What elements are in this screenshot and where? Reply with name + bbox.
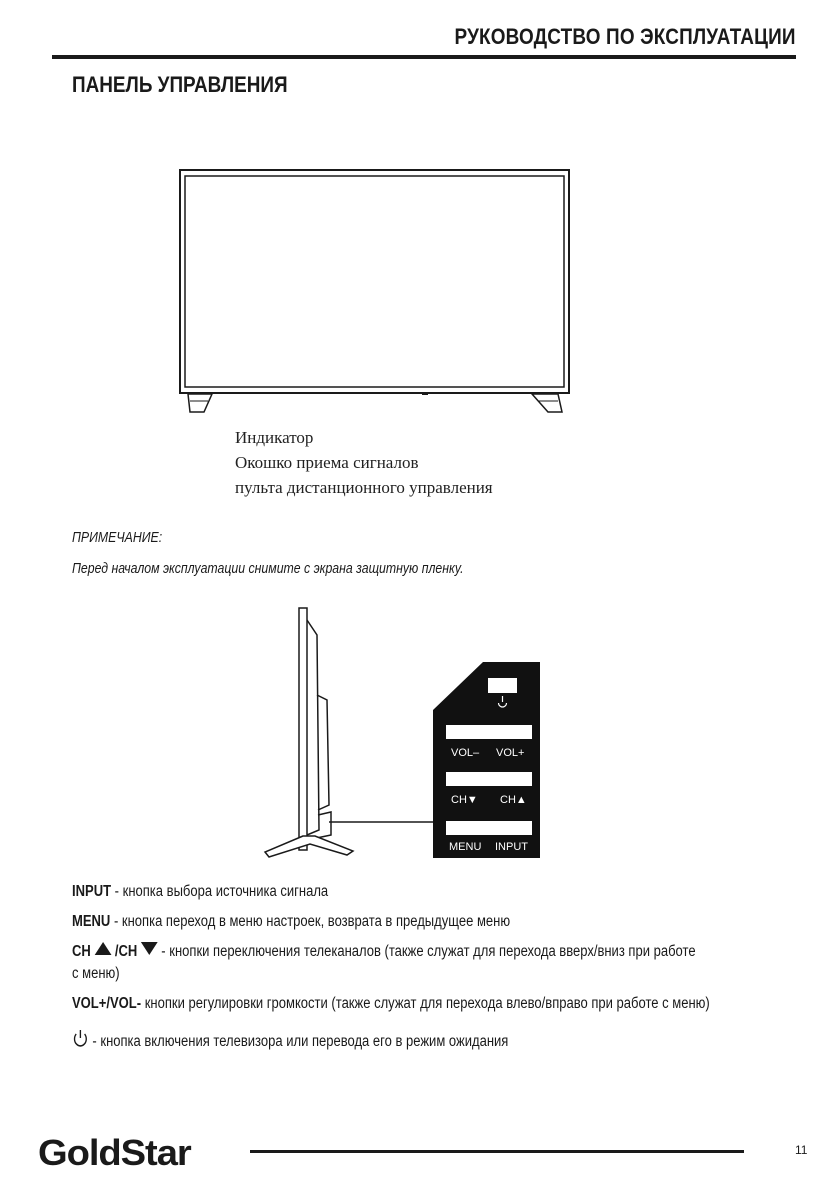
ch-down-triangle-icon	[141, 942, 158, 955]
indicator-line-3: пульта дистанционного управления	[235, 478, 493, 497]
tv-side-panel	[299, 608, 307, 850]
tv-right-leg	[532, 394, 562, 412]
desc-vol	[72, 993, 710, 1015]
desc-vol-text: кнопки регулировки громкости (также служат для перехода влево/вправо при работе с меню)	[141, 995, 710, 1012]
tv-side-and-panel-diagram	[255, 600, 555, 865]
ch-button-strip[interactable]	[446, 772, 532, 786]
desc-menu-text: - кнопка переход в меню настроек, возврата в предыдущее меню	[110, 913, 511, 930]
header-rule	[52, 55, 796, 59]
manual-title: РУКОВОДСТВО ПО ЭКСПЛУАТАЦИИ	[454, 24, 796, 49]
desc-power-text: - кнопка включения телевизора или перевода его в режим ожидания	[88, 1033, 509, 1050]
desc-ch-key-middle: /CH	[111, 943, 141, 960]
desc-input-text: - кнопка выбора источника сигнала	[111, 883, 329, 900]
indicator-caption	[235, 425, 493, 500]
section-title: ПАНЕЛЬ УПРАВЛЕНИЯ	[72, 72, 288, 97]
indicator-line-1: Индикатор	[235, 428, 314, 447]
tv-left-leg	[188, 394, 212, 412]
tv-front-diagram	[160, 160, 580, 420]
footer-rule	[250, 1150, 744, 1153]
indicator-window	[422, 392, 428, 395]
vol-button-strip[interactable]	[446, 725, 532, 739]
input-label: INPUT	[495, 841, 528, 853]
ch-up-triangle-icon	[94, 942, 111, 955]
note-label: ПРИМЕЧАНИЕ:	[72, 529, 163, 546]
desc-input	[72, 881, 328, 903]
ch-up-label: CH▲	[500, 794, 527, 806]
desc-ch-text-line1: - кнопки переключения телеканалов (также служат для перехода вверх/вниз при работе	[157, 943, 696, 960]
vol-plus-label: VOL+	[496, 747, 525, 759]
menu-label: MENU	[449, 841, 482, 853]
indicator-line-2: Окошко приема сигналов	[235, 453, 419, 472]
desc-power	[72, 1029, 508, 1053]
desc-input-key: INPUT	[72, 883, 112, 900]
desc-vol-key: VOL+/VOL-	[72, 995, 142, 1012]
vol-minus-label: VOL–	[451, 747, 480, 759]
note-text: Перед началом эксплуатации снимите с экрана защитную пленку.	[72, 560, 464, 577]
power-button[interactable]	[488, 678, 517, 693]
tv-side-back	[307, 620, 319, 835]
desc-menu	[72, 911, 510, 933]
page-number: 11	[795, 1143, 808, 1157]
menu-input-button-strip[interactable]	[446, 821, 532, 835]
desc-ch	[72, 941, 696, 985]
goldstar-logo: GoldStar	[38, 1132, 191, 1173]
desc-menu-key: MENU	[72, 913, 111, 930]
power-icon	[72, 1029, 89, 1049]
tv-stand-base	[265, 836, 353, 857]
desc-ch-text-line2: с меню)	[72, 965, 120, 982]
ch-down-label: CH▼	[451, 794, 478, 806]
tv-screen	[185, 176, 564, 387]
desc-ch-key-prefix: CH	[72, 943, 95, 960]
